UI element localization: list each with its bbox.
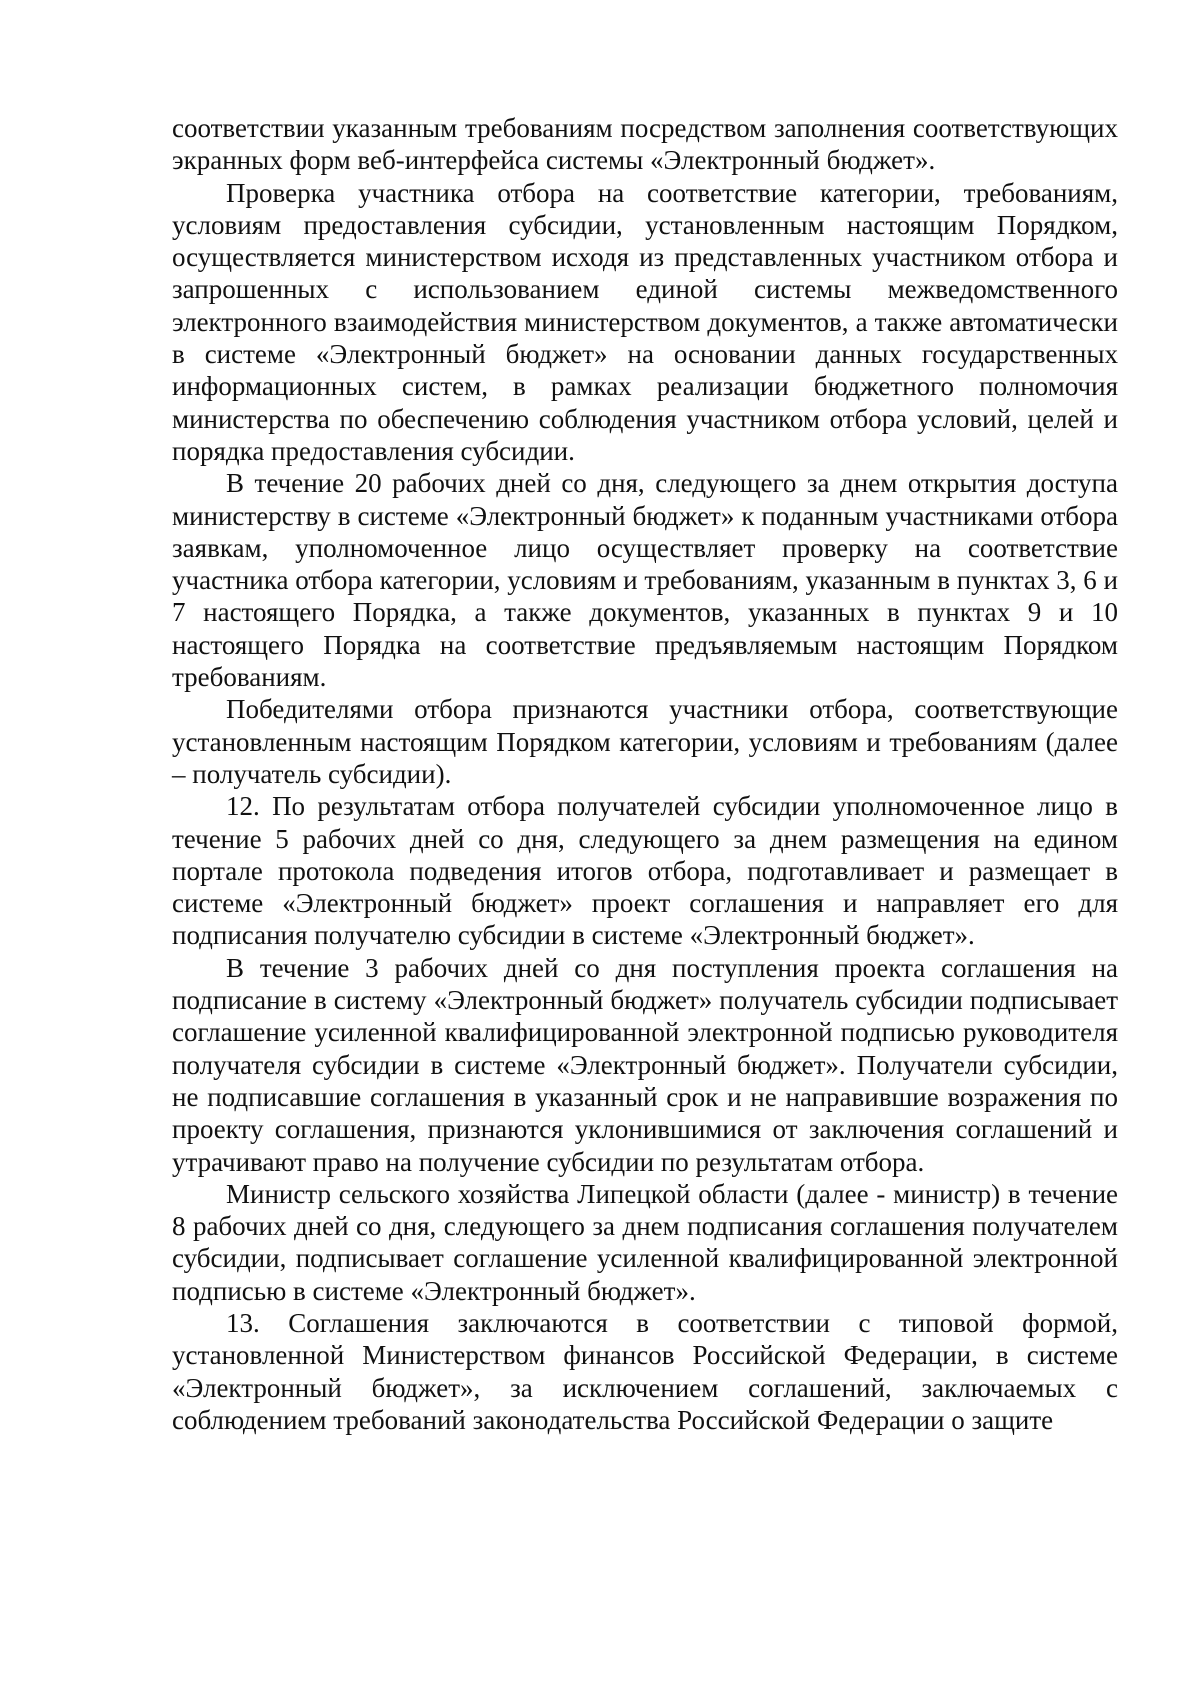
paragraph-signing: В течение 3 рабочих дней со дня поступления проекта соглашения на подписание в систему «Электронный бюджет» получатель субсидии подписывает соглашение усиленной квалифицированной электронной подписью руководителя получателя субсидии в системе «Электронный бюджет». Получатели субсидии, не подписавшие соглашения в указанный срок и не направившие возражения по проекту соглашения, признаются уклонившимися от заключения соглашений и утрачивают право на получение субсидии по результатам отбора. [172, 952, 1118, 1177]
paragraph-item-12: 12. По результатам отбора получателей субсидии уполномоченное лицо в течение 5 рабочих дней со дня, следующего за днем размещения на едином портале протокола подведения итогов отбора, подготавливает и размещает в системе «Электронный бюджет» проект соглашения и направляет его для подписания получателю субсидии в системе «Электронный бюджет». [172, 791, 1118, 951]
paragraph-item-13: 13. Соглашения заключаются в соответствии с типовой формой, установленной Министерством финансов Российской Федерации, в системе «Электронный бюджет», за исключением соглашений, заключаемых с соблюдением требований законодательства Российской Федерации о защите [172, 1307, 1118, 1435]
paragraph-participant-check: Проверка участника отбора на соответствие категории, требованиям, условиям предоставления субсидии, установленным настоящим Порядком, осуществляется министерством исходя из представленных участником отбора и запрошенных с использованием единой системы межведомственного электронного взаимодействия министерством документов, а также автоматически в системе «Электронный бюджет» на основании данных государственных информационных систем, в рамках реализации бюджетного полномочия министерства по обеспечению соблюдения участником отбора условий, целей и порядка предоставления субсидии. [172, 177, 1118, 466]
paragraph-continuation: соответствии указанным требованиям посредством заполнения соответствующих экранных форм веб-интерфейса системы «Электронный бюджет». [172, 113, 1118, 176]
paragraph-minister-signing: Министр сельского хозяйства Липецкой области (далее - министр) в течение 8 рабочих дней со дня, следующего за днем подписания соглашения получателем субсидии, подписывает соглашение усиленной квалифицированной электронной подписью в системе «Электронный бюджет». [172, 1178, 1118, 1306]
paragraph-winners: Победителями отбора признаются участники отбора, соответствующие установленным настоящим Порядком категории, условиям и требованиям (далее – получатель субсидии). [172, 694, 1118, 789]
document-page [172, 112, 1118, 1436]
paragraph-review-period: В течение 20 рабочих дней со дня, следующего за днем открытия доступа министерству в системе «Электронный бюджет» к поданным участниками отбора заявкам, уполномоченное лицо осуществляет проверку на соответствие участника отбора категории, условиям и требованиям, указанным в пунктах 3, 6 и 7 настоящего Порядка, а также документов, указанных в пунктах 9 и 10 настоящего Порядка на соответствие предъявляемым настоящим Порядком требованиям. [172, 468, 1118, 693]
